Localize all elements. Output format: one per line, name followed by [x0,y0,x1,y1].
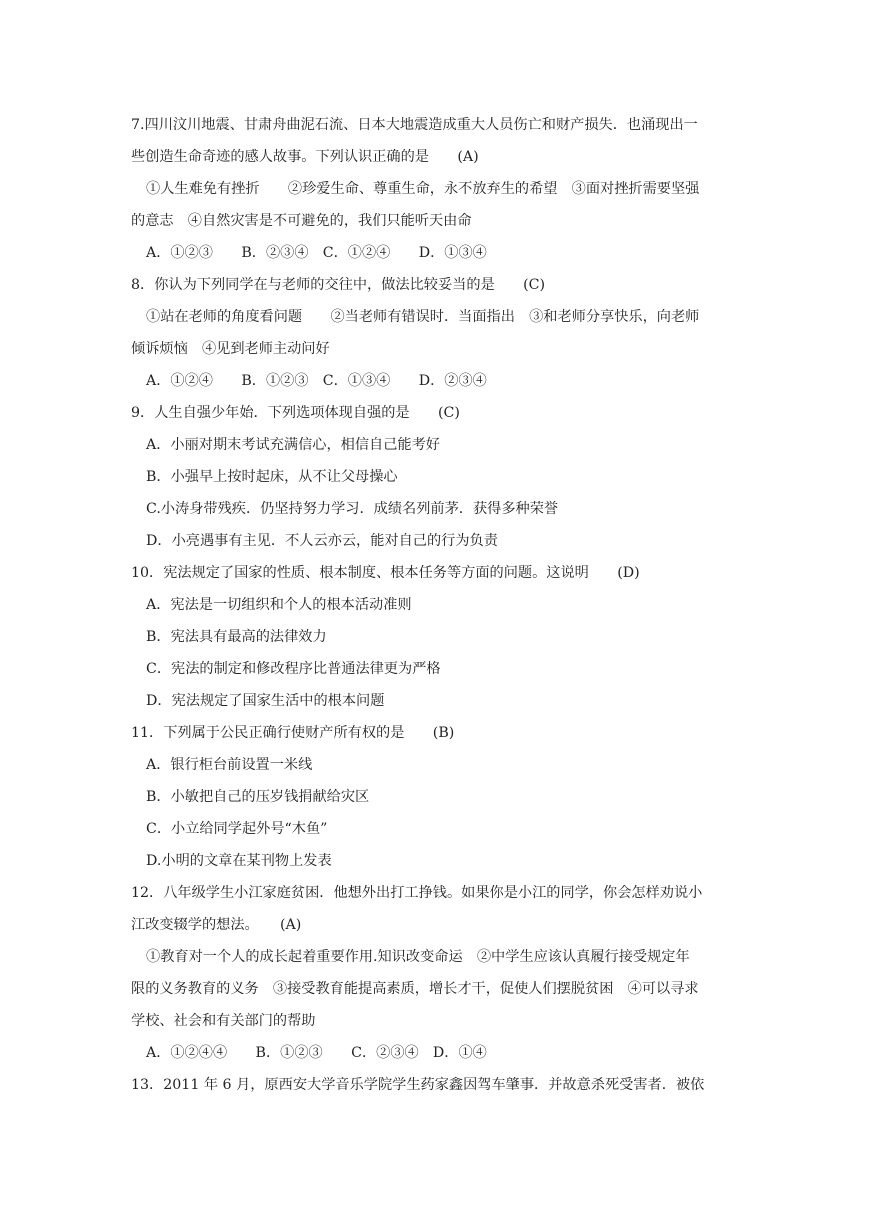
question-11-stem: 11．下列属于公民正确行使财产所有权的是 (B) [131,725,455,741]
question-11-option-d: D.小明的文章在某刊物上发表 [146,853,332,869]
question-13-stem: 13．2011 年 6 月，原西安大学音乐学院学生药家鑫因驾车肇事．并故意杀死受害者．被依 [131,1077,705,1093]
question-10-option-d: D．宪法规定了国家生活中的根本问题 [146,693,385,709]
question-11-option-b: B．小敏把自己的压岁钱捐献给灾区 [146,789,370,805]
question-8-options: A．①②④ B．①②③ C．①③④ D．②③④ [146,373,487,389]
question-7-stem-line-2: 些创造生命奇迹的感人故事。下列认识正确的是 (A) [131,149,479,165]
question-7-statements-line-2: 的意志 ④自然灾害是不可避免的，我们只能听天由命 [131,213,472,229]
question-9-option-d: D．小亮遇事有主见．不人云亦云，能对自己的行为负责 [146,533,498,549]
question-10-option-b: B．宪法具有最高的法律效力 [146,629,327,645]
question-7-statements-line-1: ①人生难免有挫折 ②珍爱生命、尊重生命，永不放弃生的希望 ③面对挫折需要坚强 [146,181,700,197]
question-9-option-b: B．小强早上按时起床，从不让父母操心 [146,469,398,485]
question-8-statements-line-2: 倾诉烦恼 ④见到老师主动问好 [131,341,330,357]
question-10-option-c: C．宪法的制定和修改程序比普通法律更为严格 [146,661,441,677]
question-11-option-a: A．银行柜台前设置一米线 [146,757,313,773]
question-9-stem: 9．人生自强少年始．下列选项体现自强的是 (C) [131,405,460,421]
question-7-stem-line-1: 7.四川汶川地震、甘肃舟曲泥石流、日本大地震造成重大人员伤亡和财产损失．也涌现出一 [131,117,698,133]
question-9-option-c: C.小涛身带残疾．仍坚持努力学习．成绩名列前茅．获得多种荣誉 [146,501,559,517]
question-12-stem-line-2: 江改变辍学的想法。 (A) [131,917,302,933]
question-8-stem: 8．你认为下列同学在与老师的交往中，做法比较妥当的是 (C) [131,277,546,293]
question-12-statements-line-1: ①教育对一个人的成长起着重要作用.知识改变命运 ②中学生应该认真履行接受规定年 [146,949,690,965]
question-10-stem: 10．宪法规定了国家的性质、根本制度、根本任务等方面的问题。这说明 (D) [131,565,640,581]
question-10-option-a: A．宪法是一切组织和个人的根本活动准则 [146,597,412,613]
question-12-statements-line-3: 学校、社会和有关部门的帮助 [131,1013,316,1029]
question-8-statements-line-1: ①站在老师的角度看问题 ②当老师有错误时．当面指出 ③和老师分享快乐，向老师 [146,309,700,325]
question-9-option-a: A．小丽对期末考试充满信心，相信自己能考好 [146,437,440,453]
question-12-options: A．①②④④ B．①②③ C．②③④ D．①④ [146,1045,487,1061]
question-12-statements-line-2: 限的义务教育的义务 ③接受教育能提高素质，增长才干，促使人们摆脱贫困 ④可以寻求 [131,981,699,997]
question-12-stem-line-1: 12．八年级学生小江家庭贫困．他想外出打工挣钱。如果你是小江的同学，你会怎样劝说小 [131,885,703,901]
question-7-options: A．①②③ B．②③④ C．①②④ D．①③④ [146,245,487,261]
question-11-option-c: C．小立给同学起外号“木鱼” [146,821,328,837]
